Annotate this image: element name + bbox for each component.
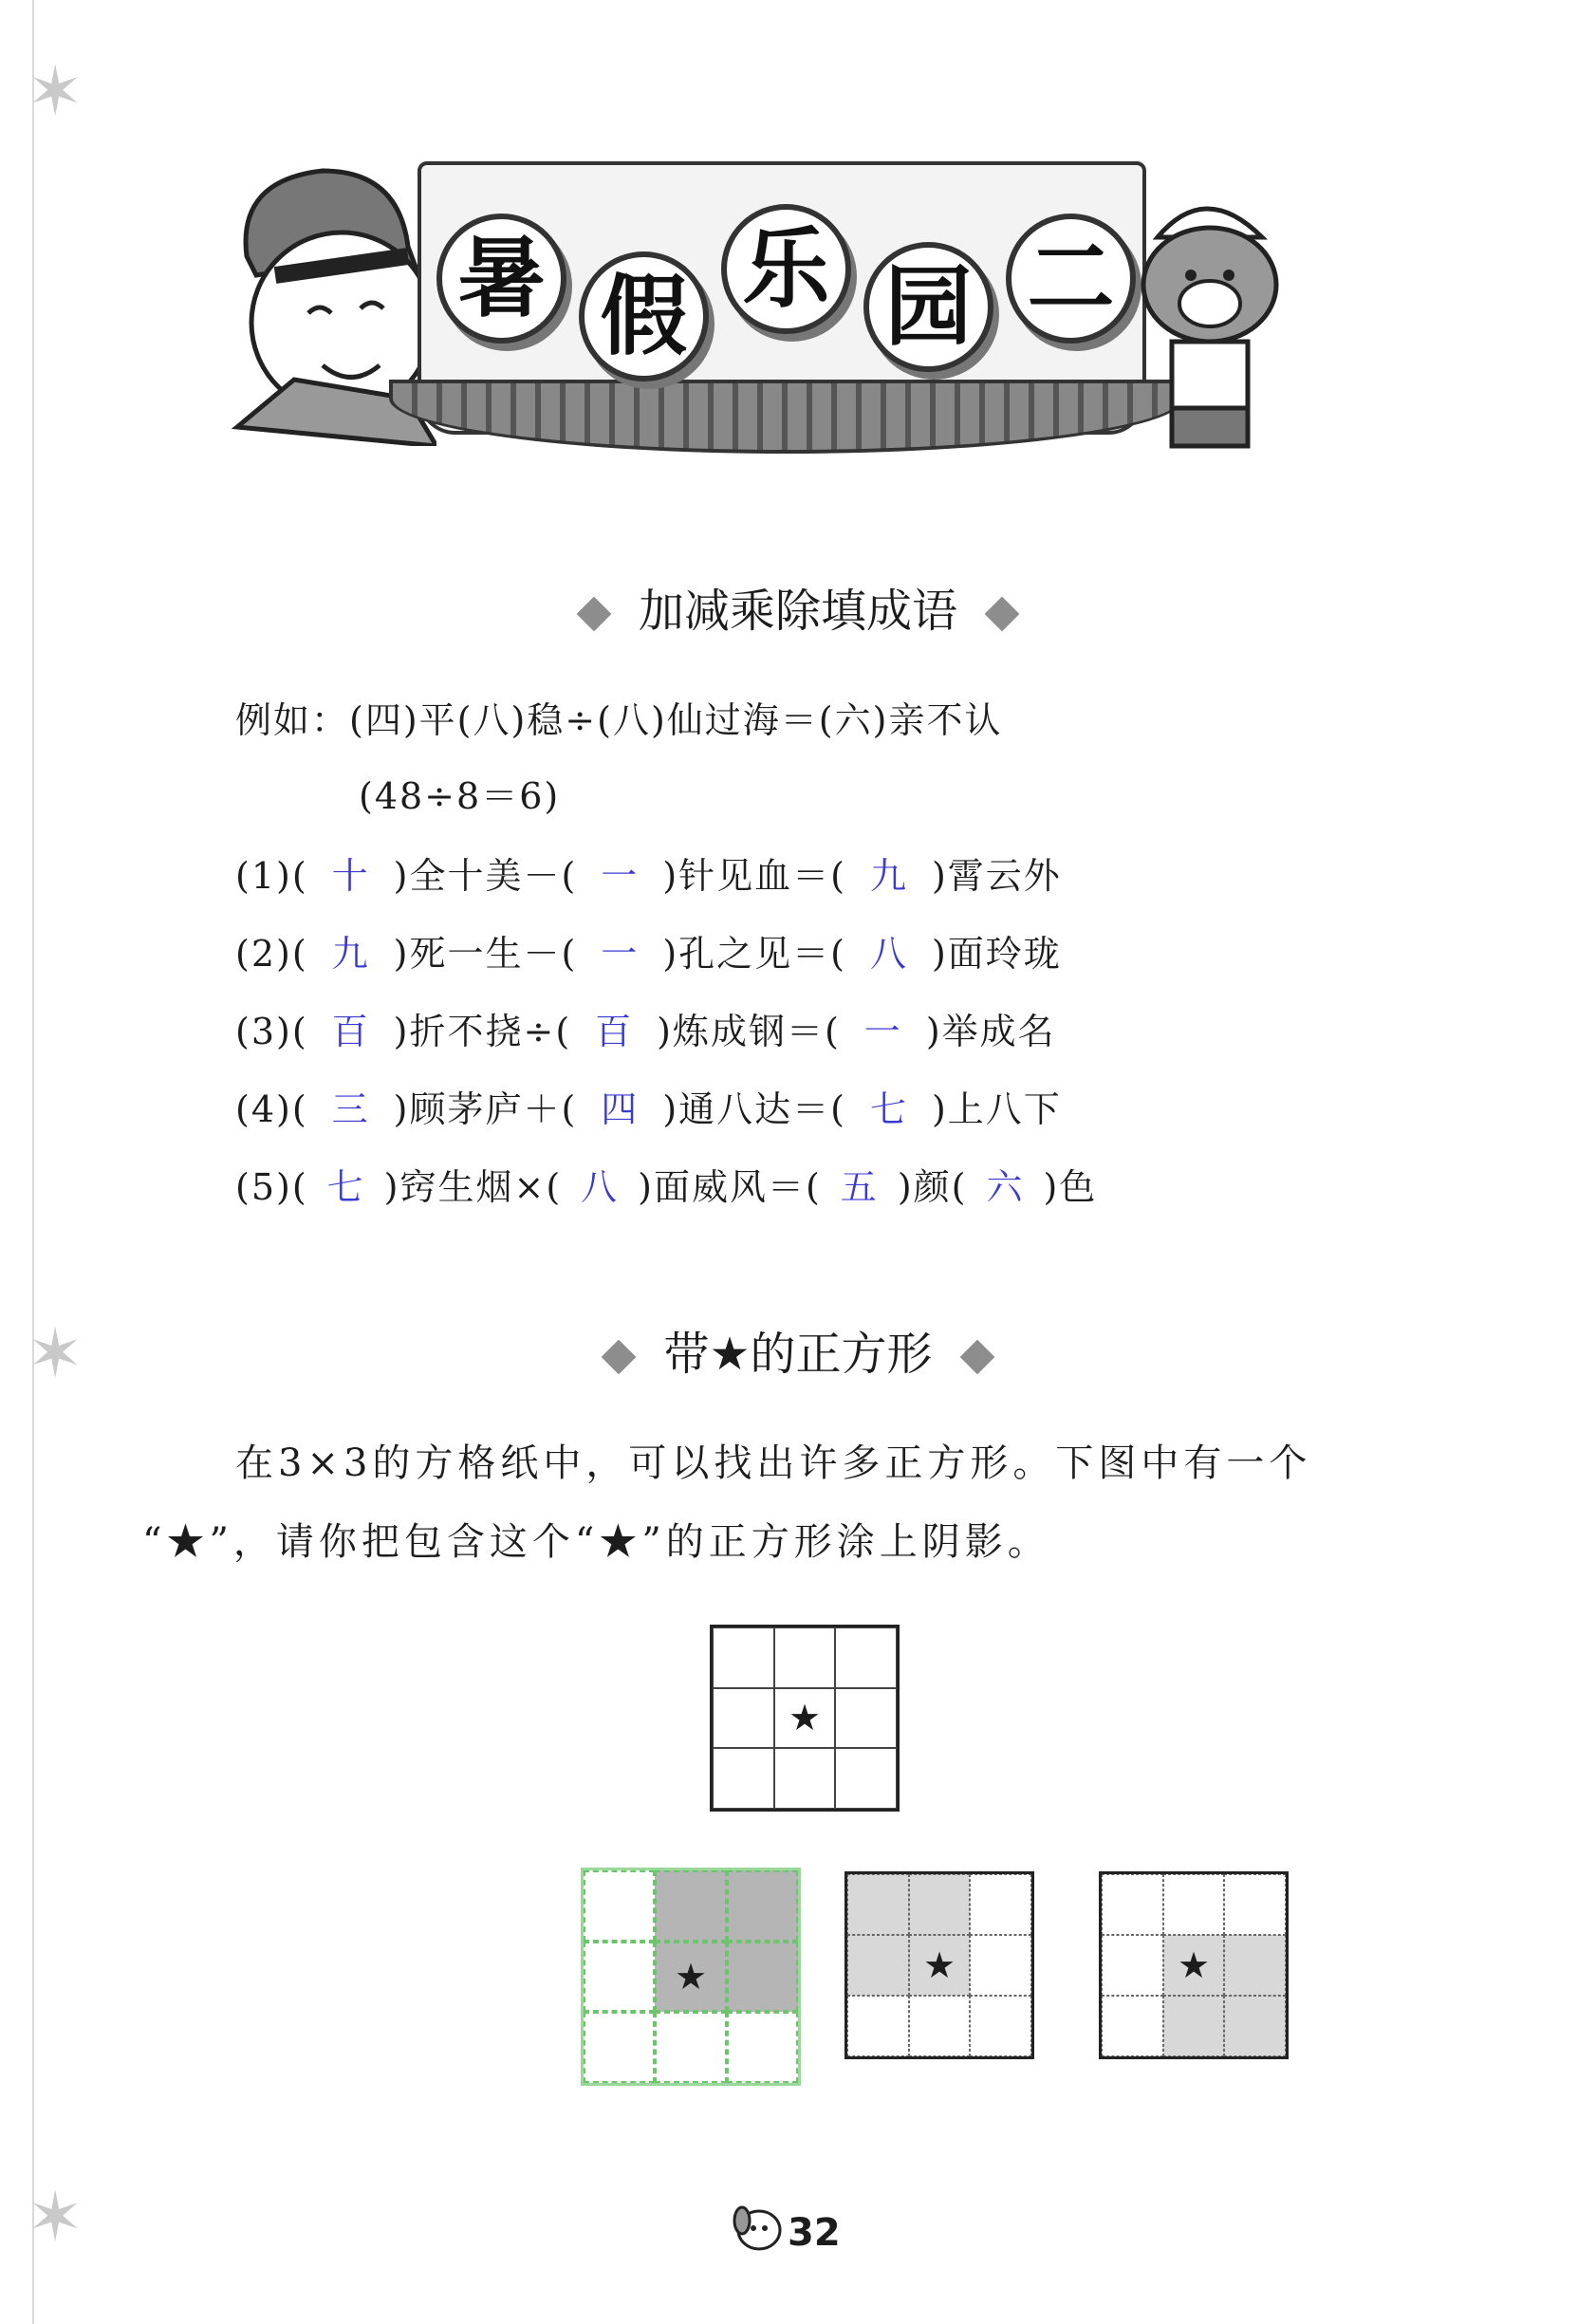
section-title-idioms bbox=[0, 574, 1596, 640]
grid-cell bbox=[835, 1748, 897, 1809]
grid-cell bbox=[970, 1935, 1031, 1996]
title-banner bbox=[218, 123, 1281, 465]
diamond-icon bbox=[985, 597, 1020, 632]
answer-2: 一 bbox=[601, 933, 640, 975]
example-line: 例如：(四)平(八)稳÷(八)仙过海＝(六)亲不认 bbox=[235, 699, 1003, 741]
banner-char: 二 bbox=[1006, 214, 1136, 344]
grid-cell bbox=[584, 1942, 655, 2013]
grid-cell bbox=[970, 1996, 1031, 2056]
answer-1: 十 bbox=[331, 855, 370, 897]
instruction-line-1: 在3×3的方格纸中，可以找出许多正方形。下图中有一个 bbox=[235, 1441, 1312, 1485]
grid-cell bbox=[1102, 1874, 1163, 1935]
grid-cell bbox=[835, 1688, 897, 1749]
grid-cell bbox=[713, 1688, 774, 1749]
example-grid bbox=[710, 1625, 900, 1812]
grid-cell-shaded bbox=[847, 1874, 909, 1935]
idiom-item: (2)( 九 )死一生－( 一 )孔之见＝( 八 )面玲珑 bbox=[235, 924, 1062, 976]
answer-1: 九 bbox=[331, 933, 370, 975]
diamond-icon bbox=[959, 1340, 994, 1375]
grid-cell-shaded bbox=[1224, 1935, 1286, 1996]
margin-star-icon: ✶ bbox=[27, 1313, 84, 1393]
grid-cell bbox=[584, 1870, 655, 1942]
grid-cell-shaded bbox=[727, 1942, 798, 2013]
banner-char: 园 bbox=[863, 242, 993, 372]
banner-char: 乐 bbox=[721, 204, 851, 334]
banner-stripe bbox=[389, 380, 1184, 454]
corner-star-icon: ✶ bbox=[27, 51, 84, 131]
grid-cell bbox=[1102, 1935, 1163, 1996]
answer-1: 七 bbox=[326, 1166, 365, 1208]
idiom-item: (4)( 三 )顾茅庐＋( 四 )通八达＝( 七 )上八下 bbox=[235, 1080, 1062, 1132]
grid-cell bbox=[774, 1627, 836, 1688]
grid-cell-star: ★ bbox=[655, 1942, 726, 2013]
banner-char: 暑 bbox=[436, 214, 566, 344]
answer-grid-1 bbox=[581, 1868, 801, 2086]
grid-cell bbox=[774, 1748, 836, 1809]
grid-cell bbox=[727, 2012, 798, 2083]
idiom-item: (3)( 百 )折不挠÷( 百 )炼成钢＝( 一 )举成名 bbox=[235, 1002, 1056, 1054]
margin-star-icon: ✶ bbox=[27, 2177, 84, 2257]
answer-2: 八 bbox=[581, 1166, 620, 1208]
grid-cell bbox=[1163, 1874, 1225, 1935]
grid-cell-shaded bbox=[1163, 1996, 1225, 2056]
answer-4: 六 bbox=[986, 1166, 1025, 1208]
grid-cell bbox=[655, 2012, 726, 2083]
answer-3: 五 bbox=[840, 1166, 879, 1208]
page-spine bbox=[32, 0, 34, 2324]
grid-cell bbox=[1102, 1996, 1163, 2056]
grid-cell-shaded bbox=[727, 1870, 798, 1942]
answer-3: 九 bbox=[869, 855, 908, 897]
section-title-text: 带★的正方形 bbox=[663, 1328, 933, 1381]
answer-grid-2 bbox=[844, 1871, 1034, 2059]
example-equation: (48÷8＝6) bbox=[359, 775, 561, 817]
answer-3: 一 bbox=[863, 1011, 902, 1052]
diamond-icon bbox=[577, 597, 612, 632]
section-title-text: 加减乘除填成语 bbox=[638, 585, 957, 638]
bear-illustration bbox=[1120, 180, 1290, 465]
grid-cell bbox=[713, 1627, 774, 1688]
answer-1: 三 bbox=[331, 1088, 370, 1130]
answer-2: 一 bbox=[601, 855, 640, 897]
grid-cell-shaded bbox=[1224, 1996, 1286, 2056]
diamond-icon bbox=[602, 1340, 637, 1375]
section-title-squares bbox=[0, 1317, 1596, 1383]
idiom-item: (1)( 十 )全十美－( 一 )针见血＝( 九 )霄云外 bbox=[235, 846, 1062, 899]
grid-cell-shaded bbox=[847, 1935, 909, 1996]
grid-cell bbox=[713, 1748, 774, 1809]
grid-cell bbox=[847, 1996, 909, 2056]
answer-2: 四 bbox=[601, 1088, 640, 1130]
answer-1: 百 bbox=[331, 1011, 370, 1052]
idiom-item: (5)( 七 )窍生烟×( 八 )面威风＝( 五 )颜( 六 )色 bbox=[235, 1158, 1097, 1210]
grid-cell-shaded bbox=[655, 1870, 726, 1942]
puppy-icon bbox=[731, 2200, 788, 2257]
banner-char: 假 bbox=[579, 251, 709, 381]
grid-cell-star: ★ bbox=[909, 1935, 971, 1996]
answer-grid-3 bbox=[1099, 1871, 1289, 2059]
grid-cell-star: ★ bbox=[774, 1688, 836, 1749]
grid-cell bbox=[1224, 1874, 1286, 1935]
answer-2: 百 bbox=[595, 1011, 634, 1052]
grid-cell bbox=[909, 1996, 971, 2056]
answer-3: 七 bbox=[869, 1088, 908, 1130]
answer-3: 八 bbox=[869, 933, 908, 975]
grid-cell-star: ★ bbox=[1163, 1935, 1225, 1996]
grid-cell-shaded bbox=[909, 1874, 971, 1935]
instruction-line-2: “★”，请你把包含这个“★”的正方形涂上阴影。 bbox=[142, 1520, 1050, 1564]
grid-cell bbox=[584, 2012, 655, 2083]
grid-cell bbox=[970, 1874, 1031, 1935]
grid-cell bbox=[835, 1627, 897, 1688]
page-number: 32 bbox=[788, 2211, 841, 2255]
